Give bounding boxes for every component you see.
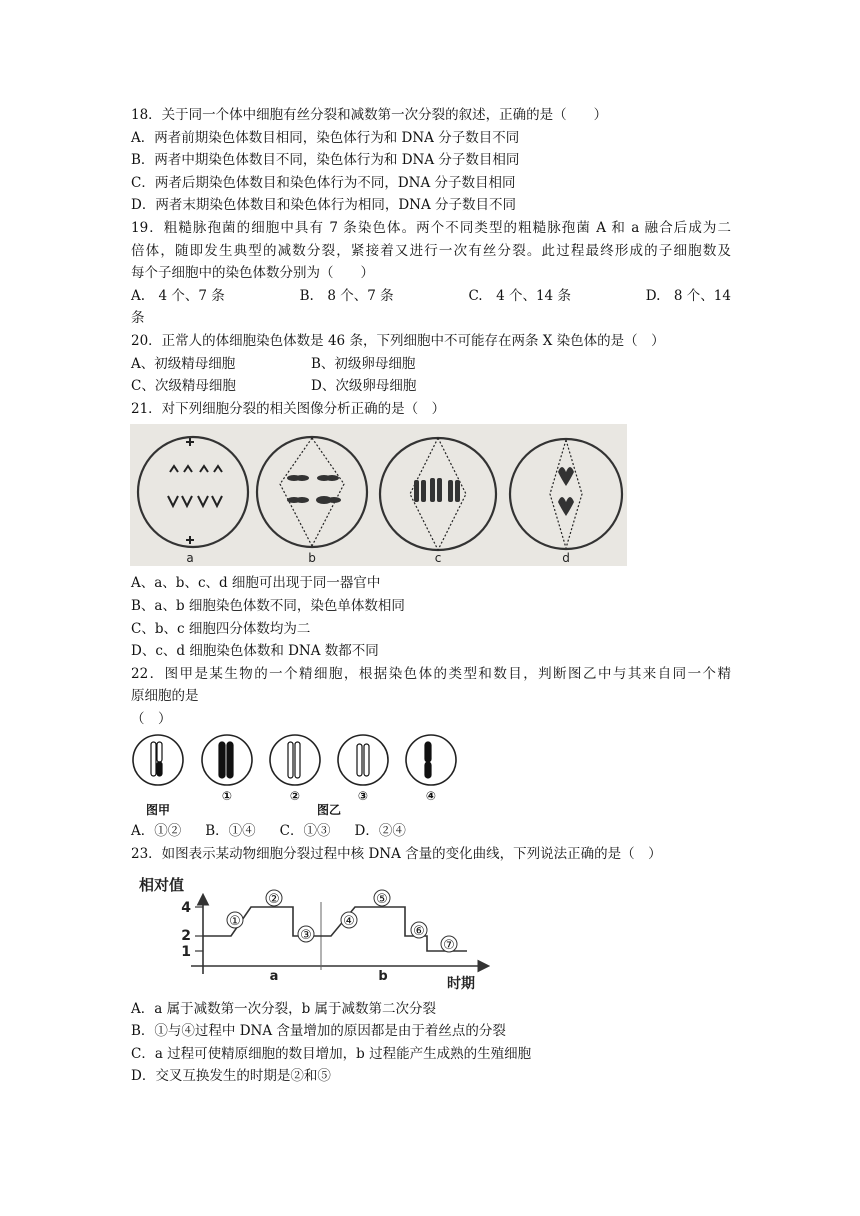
graph-xlabel: 时期 [447, 975, 475, 992]
question-19-options [131, 285, 731, 308]
question-20-stem: 20．正常人的体细胞染色体数是 46 条，下列细胞中不可能存在两条 X 染色体的是（ ） [131, 332, 665, 349]
figure-label-c: c [434, 551, 442, 566]
question-21-option-c: C、b、c 细胞四分体数均为二 [131, 620, 311, 637]
question-21-option-b: B、a、b 细胞染色体数不同，染色单体数相同 [131, 597, 405, 614]
graph-stage-3: ③ [300, 927, 312, 943]
question-21-option-a: A、a、b、c、d 细胞可出现于同一器官中 [131, 575, 381, 592]
question-22-stem-line-3: （ ） [131, 710, 172, 727]
question-20-option-d: D、次级卵母细胞 [311, 378, 417, 395]
graph-stage-4: ④ [343, 913, 355, 929]
question-18-option-b: B．两者中期染色体数目不同，染色体行为和 DNA 分子数目相同 [131, 152, 520, 169]
dna-content-graph [131, 874, 491, 994]
question-23-option-a: A．a 属于减数第一次分裂，b 属于减数第二次分裂 [131, 1000, 437, 1017]
question-19-option-c: C. 4 个、14 条 [468, 287, 571, 304]
question-22-option-c: C．①③ [279, 823, 331, 840]
graph-ytick-1: 1 [181, 943, 191, 960]
question-18-option-c: C．两者后期染色体数目和染色体行为不同，DNA 分子数目相同 [131, 174, 516, 191]
figure-label-2: ② [289, 789, 301, 804]
question-20-option-c: C、次级精母细胞 [131, 378, 236, 395]
question-23-option-b: B．①与④过程中 DNA 含量增加的原因都是由于着丝点的分裂 [131, 1023, 506, 1040]
graph-ylabel: 相对值 [139, 875, 185, 894]
question-18-option-d: D．两者末期染色体数目和染色体行为相同，DNA 分子数目不同 [131, 197, 516, 214]
question-22-stem-line-2: 原细胞的是 [131, 688, 199, 705]
question-22-option-d: D．②④ [354, 823, 406, 840]
question-19 [131, 217, 731, 330]
graph-ytick-4: 4 [181, 899, 191, 916]
question-19-option-a: A. 4 个、7 条 [131, 287, 225, 304]
question-20-option-b: B、初级卵母细胞 [311, 355, 416, 372]
question-22-stem-line-1: 22．图甲是某生物的一个精细胞，根据染色体的类型和数目，判断图乙中与其来自同一个精 [131, 665, 731, 682]
question-19-stem-line-2: 倍体，随即发生典型的减数分裂，紧接着又进行一次有丝分裂。此过程最终形成的子细胞数及 [131, 242, 731, 259]
figure-label-b: b [308, 551, 316, 566]
question-21 [131, 398, 731, 663]
figure-label-1: ① [221, 789, 233, 804]
cell-division-figure [130, 424, 627, 566]
question-19-option-wrap: 条 [131, 310, 145, 327]
question-18 [131, 104, 731, 217]
question-20 [131, 330, 731, 398]
figure-label-4: ④ [425, 789, 437, 804]
graph-segment-b: b [378, 968, 388, 984]
figure-label-yi: 图乙 [316, 803, 342, 818]
figure-label-3: ③ [357, 789, 369, 804]
question-21-option-d: D、c、d 细胞染色体数和 DNA 数都不同 [131, 643, 379, 660]
graph-segment-a: a [269, 968, 279, 984]
graph-stage-5: ⑤ [376, 891, 388, 907]
question-18-option-a: A．两者前期染色体数目相同，染色体行为和 DNA 分子数目不同 [131, 129, 520, 146]
question-22-option-a: A．①② [131, 823, 182, 840]
question-list [131, 104, 731, 1088]
question-22-option-b: B．①④ [205, 823, 256, 840]
question-19-stem-line-1: 19．粗糙脉孢菌的细胞中具有 7 条染色体。两个不同类型的粗糙脉孢菌 A 和 a 融合后成为二 [131, 219, 731, 236]
question-21-stem: 21．对下列细胞分裂的相关图像分析正确的是（ ） [131, 400, 446, 417]
graph-stage-6: ⑥ [413, 923, 425, 939]
question-20-options-row-1 [131, 353, 731, 376]
question-19-option-b: B. 8 个、7 条 [299, 287, 394, 304]
question-20-option-a: A、初级精母细胞 [131, 355, 236, 372]
sperm-cell-figure [131, 734, 461, 818]
graph-ytick-2: 2 [181, 927, 191, 944]
question-18-stem: 18．关于同一个体中细胞有丝分裂和减数第一次分裂的叙述，正确的是（ ） [131, 107, 608, 123]
question-19-stem-line-3: 每个子细胞中的染色体数分别为（ ） [131, 265, 374, 282]
question-23-stem: 23．如图表示某动物细胞分裂过程中核 DNA 含量的变化曲线，下列说法正确的是（ ） [131, 846, 662, 863]
graph-stage-1: ① [229, 913, 241, 929]
graph-stage-7: ⑦ [443, 937, 455, 953]
question-19-option-d: D. 8 个、14 [645, 287, 731, 304]
question-22-options [131, 820, 731, 843]
question-23 [131, 843, 731, 1088]
question-22 [131, 663, 731, 843]
question-23-option-c: C．a 过程可使精原细胞的数目增加，b 过程能产生成熟的生殖细胞 [131, 1045, 532, 1062]
figure-label-a: a [186, 551, 194, 566]
question-20-options-row-2 [131, 375, 731, 398]
graph-stage-2: ② [268, 891, 280, 907]
figure-label-jia: 图甲 [145, 803, 171, 818]
figure-label-d: d [562, 551, 570, 566]
question-23-option-d: D．交叉互换发生的时期是②和⑤ [131, 1068, 331, 1085]
